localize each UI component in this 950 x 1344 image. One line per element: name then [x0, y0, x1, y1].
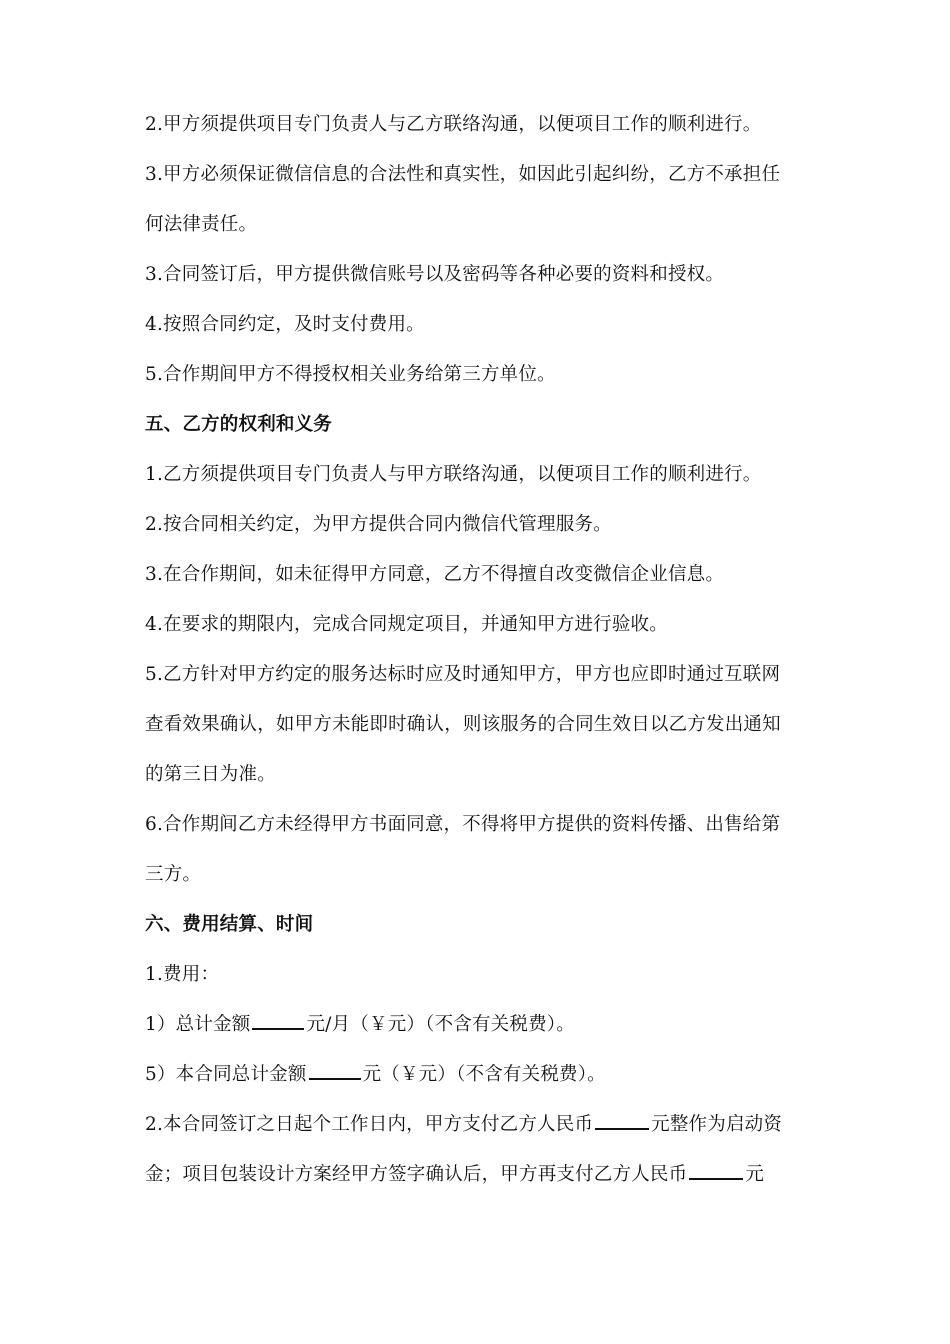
paragraph-line: 4.在要求的期限内，完成合同规定项目，并通知甲方进行验收。 — [145, 614, 668, 635]
paragraph-line: 三方。 — [145, 864, 202, 885]
section-heading: 五、乙方的权利和义务 — [145, 414, 333, 435]
fee-line-text: 1）总计金额 — [145, 1014, 251, 1035]
payment-line — [145, 1158, 805, 1208]
amount-blank — [595, 1108, 649, 1130]
fee-line — [145, 1008, 805, 1058]
paragraph-line: 3.合同签订后，甲方提供微信账号以及密码等各种必要的资料和授权。 — [145, 264, 725, 285]
paragraph-line: 3.在合作期间，如未征得甲方同意，乙方不得擅自改变微信企业信息。 — [145, 564, 725, 585]
paragraph-line: 2.按合同相关约定，为甲方提供合同内微信代管理服务。 — [145, 514, 612, 535]
payment-line-text: 元 — [745, 1164, 765, 1185]
paragraph-line: 何法律责任。 — [145, 214, 258, 235]
paragraph-line: 4.按照合同约定，及时支付费用。 — [145, 314, 425, 335]
fee-line-text: 5）本合同总计金额 — [145, 1064, 307, 1085]
amount-blank — [689, 1158, 743, 1180]
amount-blank — [252, 1008, 304, 1030]
contract-text — [145, 108, 805, 1208]
fee-line-text: 元（￥元）（不含有关税费）。 — [362, 1064, 606, 1085]
payment-line-text: 2.本合同签订之日起个工作日内，甲方支付乙方人民币 — [145, 1114, 594, 1135]
paragraph-line: 5.乙方针对甲方约定的服务达标时应及时通知甲方，甲方也应即时通过互联网 — [145, 664, 781, 685]
paragraph-line: 5.合作期间甲方不得授权相关业务给第三方单位。 — [145, 364, 556, 385]
paragraph-line: 2.甲方须提供项目专门负责人与乙方联络沟通，以便项目工作的顺利进行。 — [145, 114, 762, 135]
amount-blank — [309, 1058, 361, 1080]
fee-line — [145, 1058, 805, 1108]
paragraph-line: 3.甲方必须保证微信信息的合法性和真实性，如因此引起纠纷，乙方不承担任 — [145, 164, 781, 185]
section-heading: 六、费用结算、时间 — [145, 914, 314, 935]
payment-line-text: 元整作为启动资 — [651, 1114, 783, 1135]
paragraph-line: 的第三日为准。 — [145, 764, 276, 785]
paragraph-line: 查看效果确认，如甲方未能即时确认，则该服务的合同生效日以乙方发出通知 — [145, 714, 781, 735]
paragraph-line: 1.费用： — [145, 964, 220, 985]
paragraph-line: 6.合作期间乙方未经得甲方书面同意，不得将甲方提供的资料传播、出售给第 — [145, 814, 781, 835]
paragraph-line: 1.乙方须提供项目专门负责人与甲方联络沟通，以便项目工作的顺利进行。 — [145, 464, 762, 485]
payment-line-text: 金；项目包装设计方案经甲方签字确认后，甲方再支付乙方人民币 — [145, 1164, 688, 1185]
fee-line-text: 元/月（￥元）（不含有关税费）。 — [306, 1014, 575, 1035]
payment-line — [145, 1108, 805, 1158]
